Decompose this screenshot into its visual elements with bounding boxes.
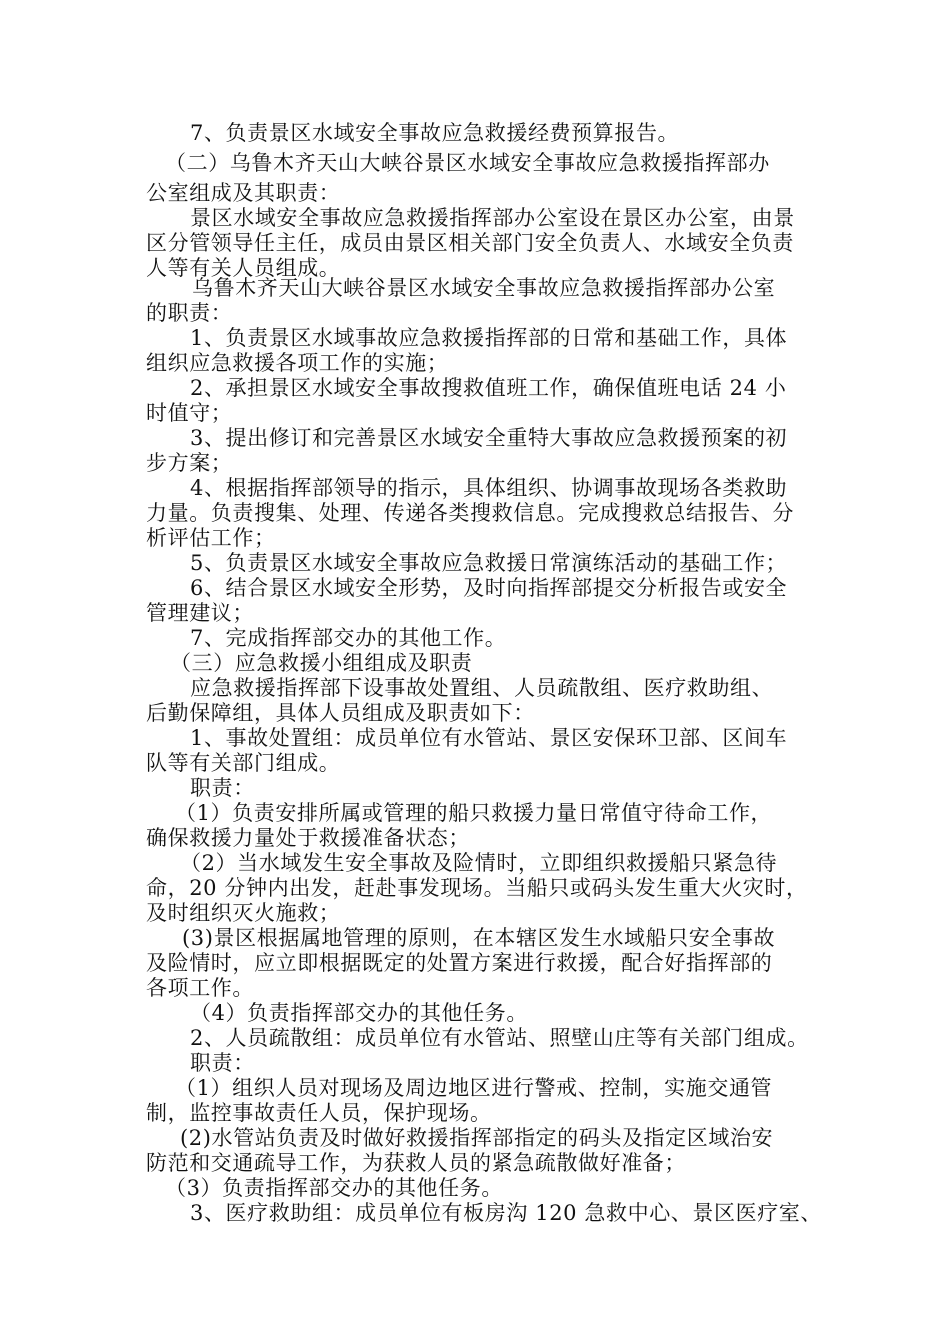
text-line: （2）当水域发生安全事故及险情时，立即组织救援船只紧急待 [180,851,778,875]
text-line: （3）负责指挥部交办的其他任务。 [165,1176,503,1200]
text-line: 后勤保障组，具体人员组成及职责如下： [146,701,535,725]
text-line: 各项工作。 [146,976,254,1000]
text-line: 区分管领导任主任，成员由景区相关部门安全负责人、水域安全负责 [146,231,794,255]
text-line: 管理建议； [146,601,254,625]
text-line: （二）乌鲁木齐天山大峡谷景区水域安全事故应急救援指挥部办 [165,151,770,175]
text-line: 公室组成及其职责： [146,181,341,205]
text-line: 及险情时，应立即根据既定的处置方案进行救援，配合好指挥部的 [146,951,773,975]
text-line: 7、负责景区水域安全事故应急救援经费预算报告。 [190,121,680,145]
text-line: 队等有关部门组成。 [146,751,341,775]
text-line: 确保救援力量处于救援准备状态； [146,826,470,850]
text-line: 职责： [190,776,255,800]
text-line: 1、负责景区水域事故应急救援指挥部的日常和基础工作，具体 [190,326,788,350]
text-line: （1）组织人员对现场及周边地区进行警戒、控制，实施交通管 [175,1076,773,1100]
text-line: (2)水管站负责及时做好救援指挥部指定的码头及指定区域治安 [180,1126,774,1150]
text-line: （4）负责指挥部交办的其他任务。 [190,1001,528,1025]
text-line: 乌鲁木齐天山大峡谷景区水域安全事故应急救援指挥部办公室 [192,276,776,300]
text-line: 命，20 分钟内出发，赶赴事发现场。当船只或码头发生重大火灾时， [146,876,808,900]
text-line: 力量。负责搜集、处理、传递各类搜救信息。完成搜救总结报告、分 [146,501,794,525]
text-line: 6、结合景区水域安全形势，及时向指挥部提交分析报告或安全 [190,576,788,600]
text-line: （三）应急救援小组组成及职责 [170,651,473,675]
text-line: 2、人员疏散组：成员单位有水管站、照壁山庄等有关部门组成。 [190,1026,809,1050]
text-line: 组织应急救援各项工作的实施； [146,351,449,375]
text-line: 职责： [190,1051,255,1075]
text-line: （1）负责安排所属或管理的船只救援力量日常值守待命工作， [175,801,773,825]
text-line: 3、医疗救助组：成员单位有板房沟 120 急救中心、景区医疗室、 [190,1201,822,1225]
text-line: (3)景区根据属地管理的原则，在本辖区发生水域船只安全事故 [182,926,776,950]
text-line: 的职责： [146,301,233,325]
text-line: 5、负责景区水域安全事故应急救援日常演练活动的基础工作； [190,551,788,575]
text-line: 4、根据指挥部领导的指示，具体组织、协调事故现场各类救助 [190,476,788,500]
text-line: 景区水域安全事故应急救援指挥部办公室设在景区办公室，由景 [190,206,795,230]
text-line: 人等有关人员组成。 [146,256,341,280]
text-line: 步方案； [146,451,233,475]
text-line: 应急救援指挥部下设事故处置组、人员疏散组、医疗救助组、 [190,676,774,700]
text-line: 防范和交通疏导工作，为获救人员的紧急疏散做好准备； [146,1151,686,1175]
text-line: 析评估工作； [146,526,276,550]
text-line: 制，监控事故责任人员，保护现场。 [146,1101,492,1125]
text-line: 2、承担景区水域安全事故搜救值班工作，确保值班电话 24 小 [190,376,787,400]
text-line: 时值守； [146,401,233,425]
text-line: 1、事故处置组：成员单位有水管站、景区安保环卫部、区间车 [190,726,788,750]
text-line: 及时组织灭火施救； [146,901,341,925]
text-line: 7、完成指挥部交办的其他工作。 [190,626,507,650]
text-line: 3、提出修订和完善景区水域安全重特大事故应急救援预案的初 [190,426,788,450]
